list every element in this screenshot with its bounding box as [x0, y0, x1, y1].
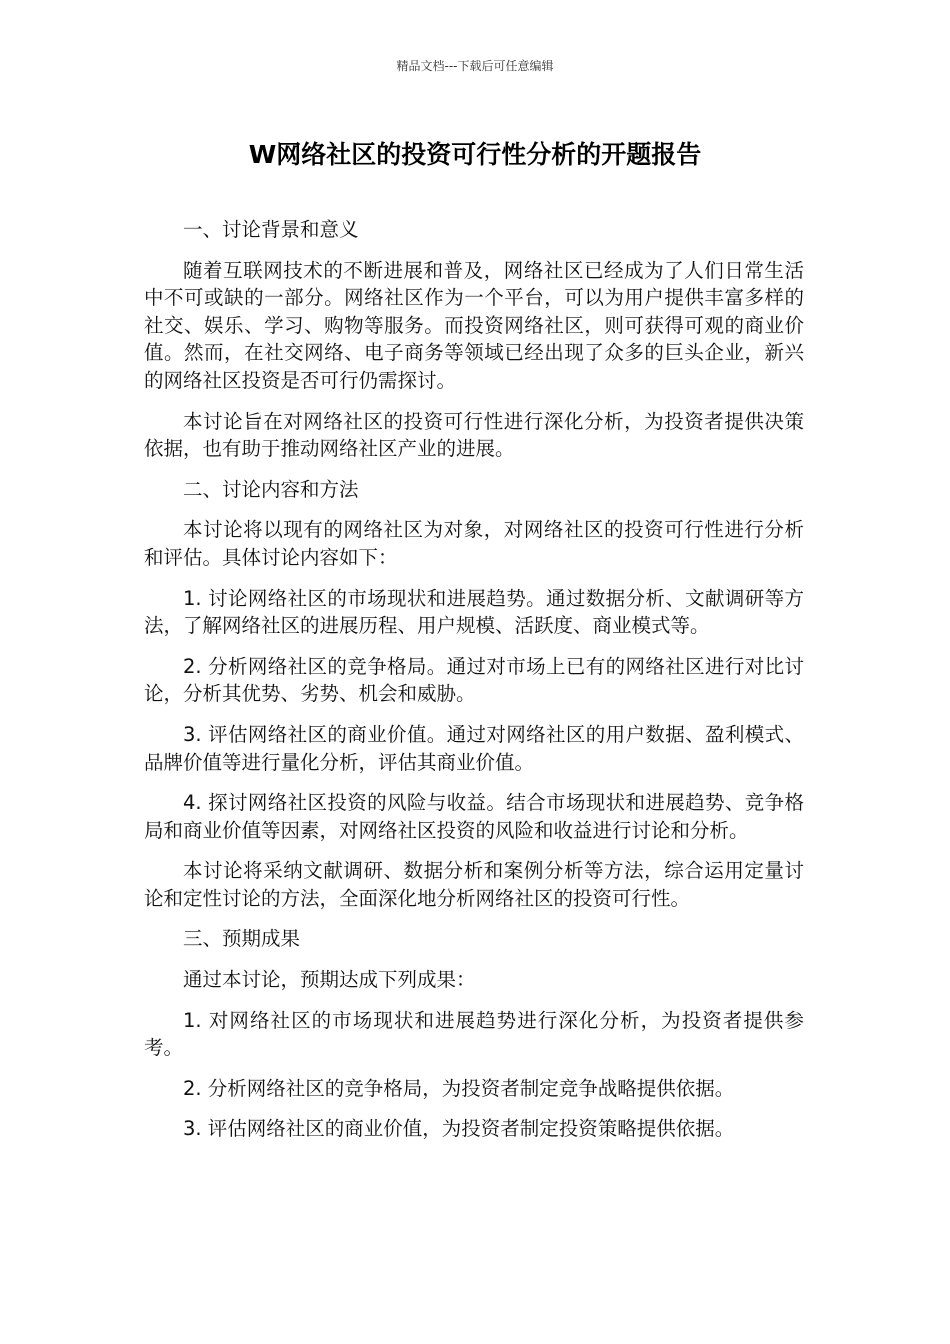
paragraph: 本讨论将采纳文献调研、数据分析和案例分析等方法，综合运用定量讨论和定性讨论的方法，全面深化地分析网络社区的投资可行性。 — [144, 859, 804, 910]
list-item: 4. 探讨网络社区投资的风险与收益。结合市场现状和进展趋势、竞争格局和商业价值等因素，对网络社区投资的风险和收益进行讨论和分析。 — [144, 791, 804, 842]
document-body — [144, 216, 804, 1156]
list-item: 3. 评估网络社区的商业价值，为投资者制定投资策略提供依据。 — [183, 1117, 735, 1141]
list-item: 1. 对网络社区的市场现状和进展趋势进行深化分析，为投资者提供参考。 — [144, 1008, 804, 1060]
paragraph: 通过本讨论，预期达成下列成果： — [183, 968, 476, 992]
page-header: 精品文档---下载后可任意编辑 — [396, 59, 554, 73]
list-item: 2. 分析网络社区的竞争格局，为投资者制定竞争战略提供依据。 — [183, 1076, 735, 1100]
paragraph: 本讨论旨在对网络社区的投资可行性进行深化分析，为投资者提供决策依据，也有助于推动网络社区产业的进展。 — [144, 409, 804, 461]
list-item: 1. 讨论网络社区的市场现状和进展趋势。通过数据分析、文献调研等方法，了解网络社区的进展历程、用户规模、活跃度、商业模式等。 — [144, 586, 804, 638]
document-title: W网络社区的投资可行性分析的开题报告 — [248, 140, 702, 169]
section-heading-expected-results: 三、预期成果 — [183, 927, 301, 951]
paragraph: 本讨论将以现有的网络社区为对象，对网络社区的投资可行性进行分析和评估。具体讨论内容如下： — [144, 518, 804, 569]
list-item: 2. 分析网络社区的竞争格局。通过对市场上已有的网络社区进行对比讨论，分析其优势、劣势、机会和威胁。 — [144, 654, 804, 706]
list-item: 3. 评估网络社区的商业价值。通过对网络社区的用户数据、盈利模式、品牌价值等进行量化分析，评估其商业价值。 — [144, 722, 804, 774]
paragraph: 随着互联网技术的不断进展和普及，网络社区已经成为了人们日常生活中不可或缺的一部分。网络社区作为一个平台，可以为用户提供丰富多样的社交、娱乐、学习、购物等服务。而投资网络社区，则可获得可观的商业价值。然而，在社交网络、电子商务等领域已经出现了众多的巨头企业，新兴的网络社区投资是否可行仍需探讨。 — [144, 258, 804, 392]
section-heading-content-method: 二、讨论内容和方法 — [183, 477, 359, 501]
section-heading-background: 一、讨论背景和意义 — [183, 218, 359, 241]
